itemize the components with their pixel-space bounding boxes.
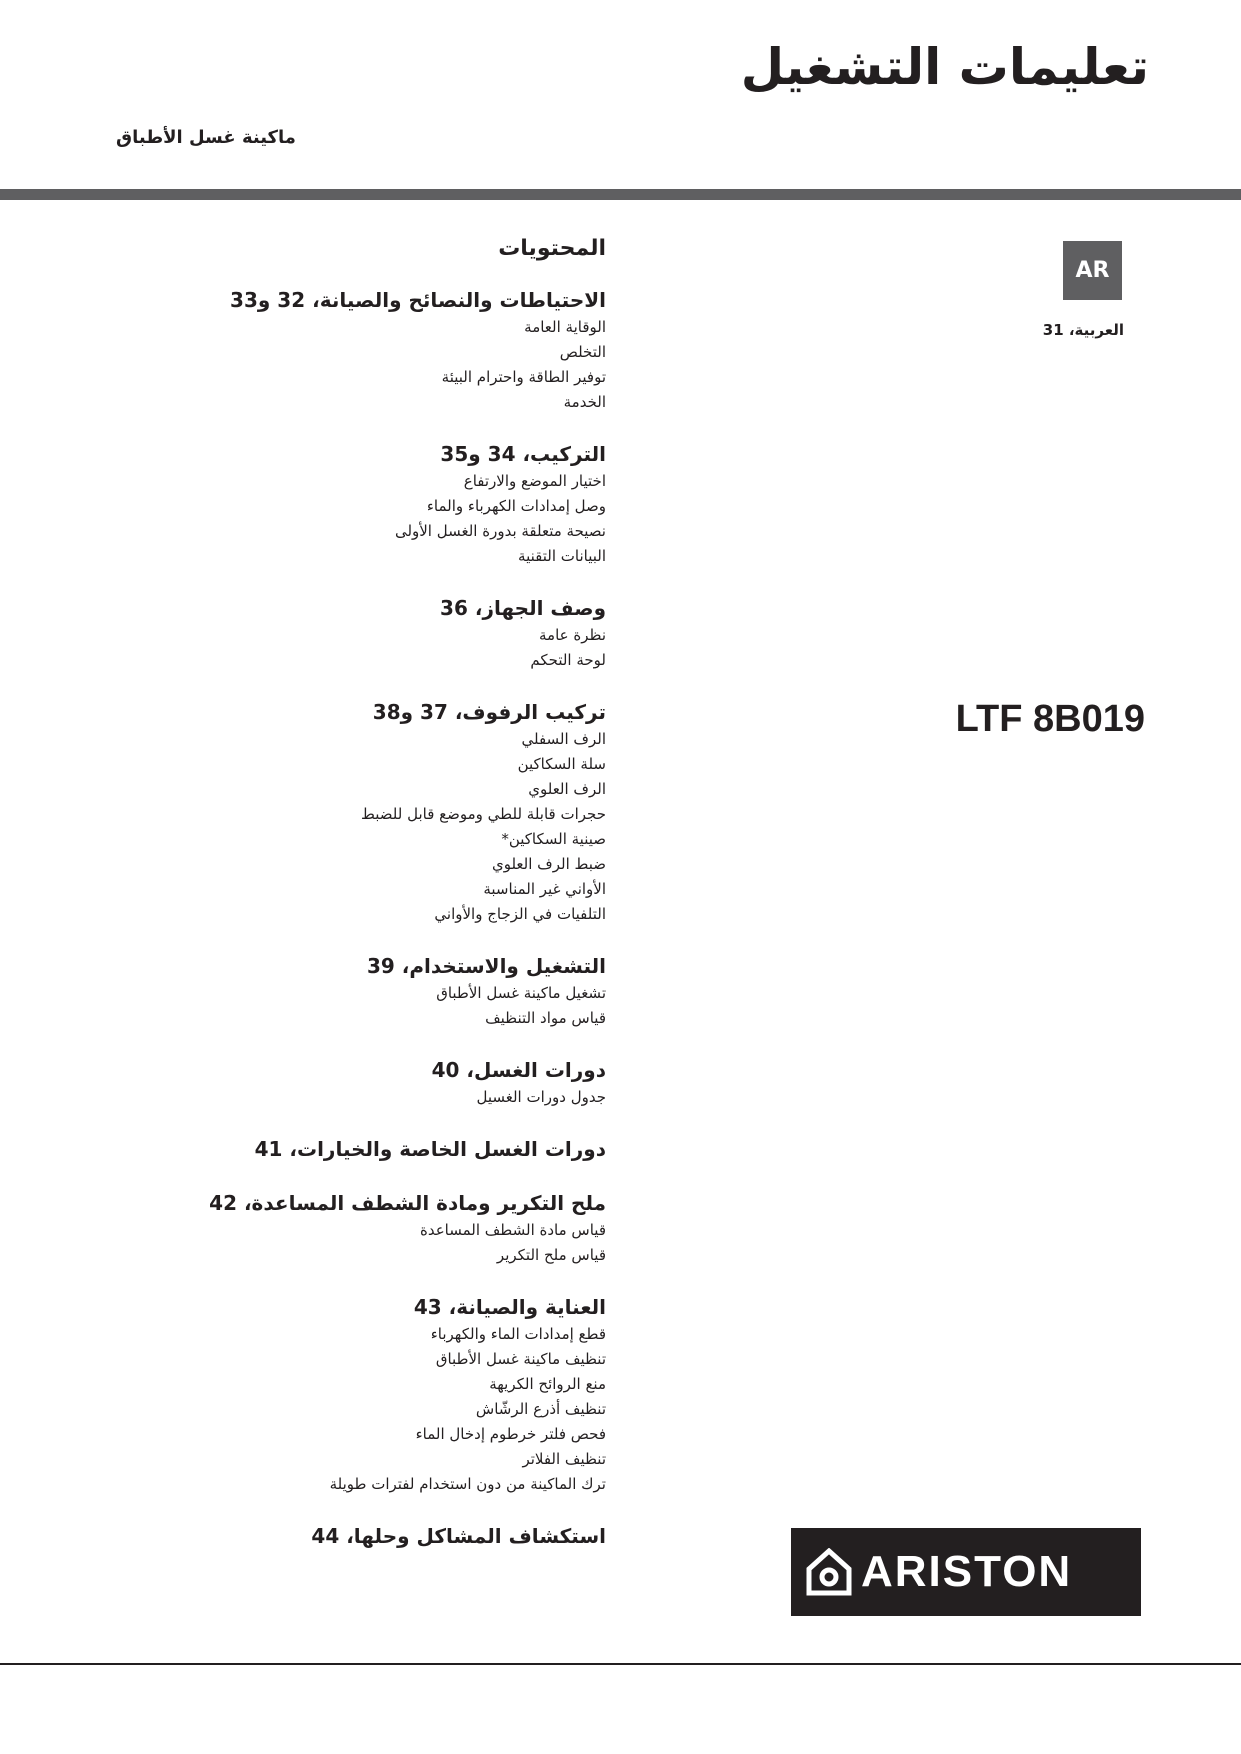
house-icon [805,1548,853,1596]
page-title: تعليمات التشغيل [740,38,1149,96]
toc-section-title: التشغيل والاستخدام، 39 [366,954,606,978]
toc-section-title: دورات الغسل الخاصة والخيارات، 41 [254,1137,606,1161]
toc-section-title: التركيب، 34 و35 [440,442,606,466]
toc-item-list [306,469,606,569]
toc-item: صينية السكاكين* [501,830,606,848]
toc-item: نصيحة متعلقة بدورة الغسل الأولى [394,522,606,540]
header-divider [0,189,1241,200]
toc-item-list [306,315,606,415]
toc-item: توفير الطاقة واحترام البيئة [441,368,606,386]
toc-item: سلة السكاكين [517,755,606,773]
brand-logo [791,1528,1141,1616]
language-entry: العربية، 31 [1042,321,1124,339]
toc-item: الرف العلوي [528,780,606,798]
toc-section [230,285,606,415]
toc-item: منع الروائح الكريهة [489,1375,606,1393]
toc-item: تنظيف أذرع الرشّاش [475,1400,606,1418]
model-number: LTF 8B019 [955,698,1145,740]
toc-section [254,1134,606,1164]
toc-item: التخلص [559,343,606,361]
toc-item: ترك الماكينة من دون استخدام لفترات طويلة [329,1475,606,1493]
toc-item: تنظيف ماكينة غسل الأطباق [435,1350,606,1368]
toc-item: وصل إمدادات الكهرباء والماء [426,497,606,515]
toc-item: اختيار الموضع والارتفاع [463,472,606,490]
language-badge: AR [1063,241,1122,300]
toc-item-list [306,727,606,927]
toc-item: الأواني غير المناسبة [483,880,606,898]
product-subtitle: ماكينة غسل الأطباق [116,127,296,148]
toc-item: الرف السفلي [521,730,606,748]
toc-item-list [306,1322,606,1497]
toc-item: فحص فلتر خرطوم إدخال الماء [415,1425,606,1443]
toc-item: قياس مادة الشطف المساعدة [419,1221,606,1239]
footer-divider [0,1663,1241,1665]
toc-section-title: ملح التكرير ومادة الشطف المساعدة، 42 [209,1191,606,1215]
toc-section-title: الاحتياطات والنصائح والصيانة، 32 و33 [230,288,606,312]
toc-section-title: تركيب الرفوف، 37 و38 [372,700,606,724]
toc-item: قطع إمدادات الماء والكهرباء [430,1325,606,1343]
toc-item: ضبط الرف العلوي [491,855,606,873]
toc-item: قياس مواد التنظيف [485,1009,606,1027]
toc-item: الوقاية العامة [524,318,606,336]
toc-section-title: استكشاف المشاكل وحلها، 44 [311,1524,606,1548]
toc-section [306,1521,606,1551]
toc-item-list [306,623,606,673]
toc-section [306,593,606,673]
toc-item: البيانات التقنية [518,547,606,565]
contents-heading: المحتويات [498,236,606,261]
toc-section [209,1188,606,1268]
toc-item: تشغيل ماكينة غسل الأطباق [436,984,606,1002]
toc-section [306,1292,606,1497]
toc-item: التلفيات في الزجاج والأواني [434,905,606,923]
brand-name: ARISTON [861,1547,1073,1596]
toc-section [306,439,606,569]
toc-item: الخدمة [563,393,606,411]
toc-item: لوحة التحكم [530,651,606,669]
toc-item: قياس ملح التكرير [496,1246,606,1264]
toc-item-list [306,1218,606,1268]
toc-item: جدول دورات الغسيل [476,1088,606,1106]
contents-sections [209,285,606,1551]
toc-section [306,951,606,1031]
toc-section-title: وصف الجهاز، 36 [440,596,606,620]
toc-item-list [306,1085,606,1110]
toc-section-title: دورات الغسل، 40 [431,1058,606,1082]
toc-section-title: العناية والصيانة، 43 [413,1295,606,1319]
table-of-contents [209,233,606,1575]
toc-item: تنظيف الفلاتر [522,1450,606,1468]
toc-item: حجرات قابلة للطي وموضع قابل للضبط [361,805,606,823]
toc-item: نظرة عامة [539,626,606,644]
toc-section [306,1055,606,1110]
toc-section [306,697,606,927]
toc-item-list [306,981,606,1031]
